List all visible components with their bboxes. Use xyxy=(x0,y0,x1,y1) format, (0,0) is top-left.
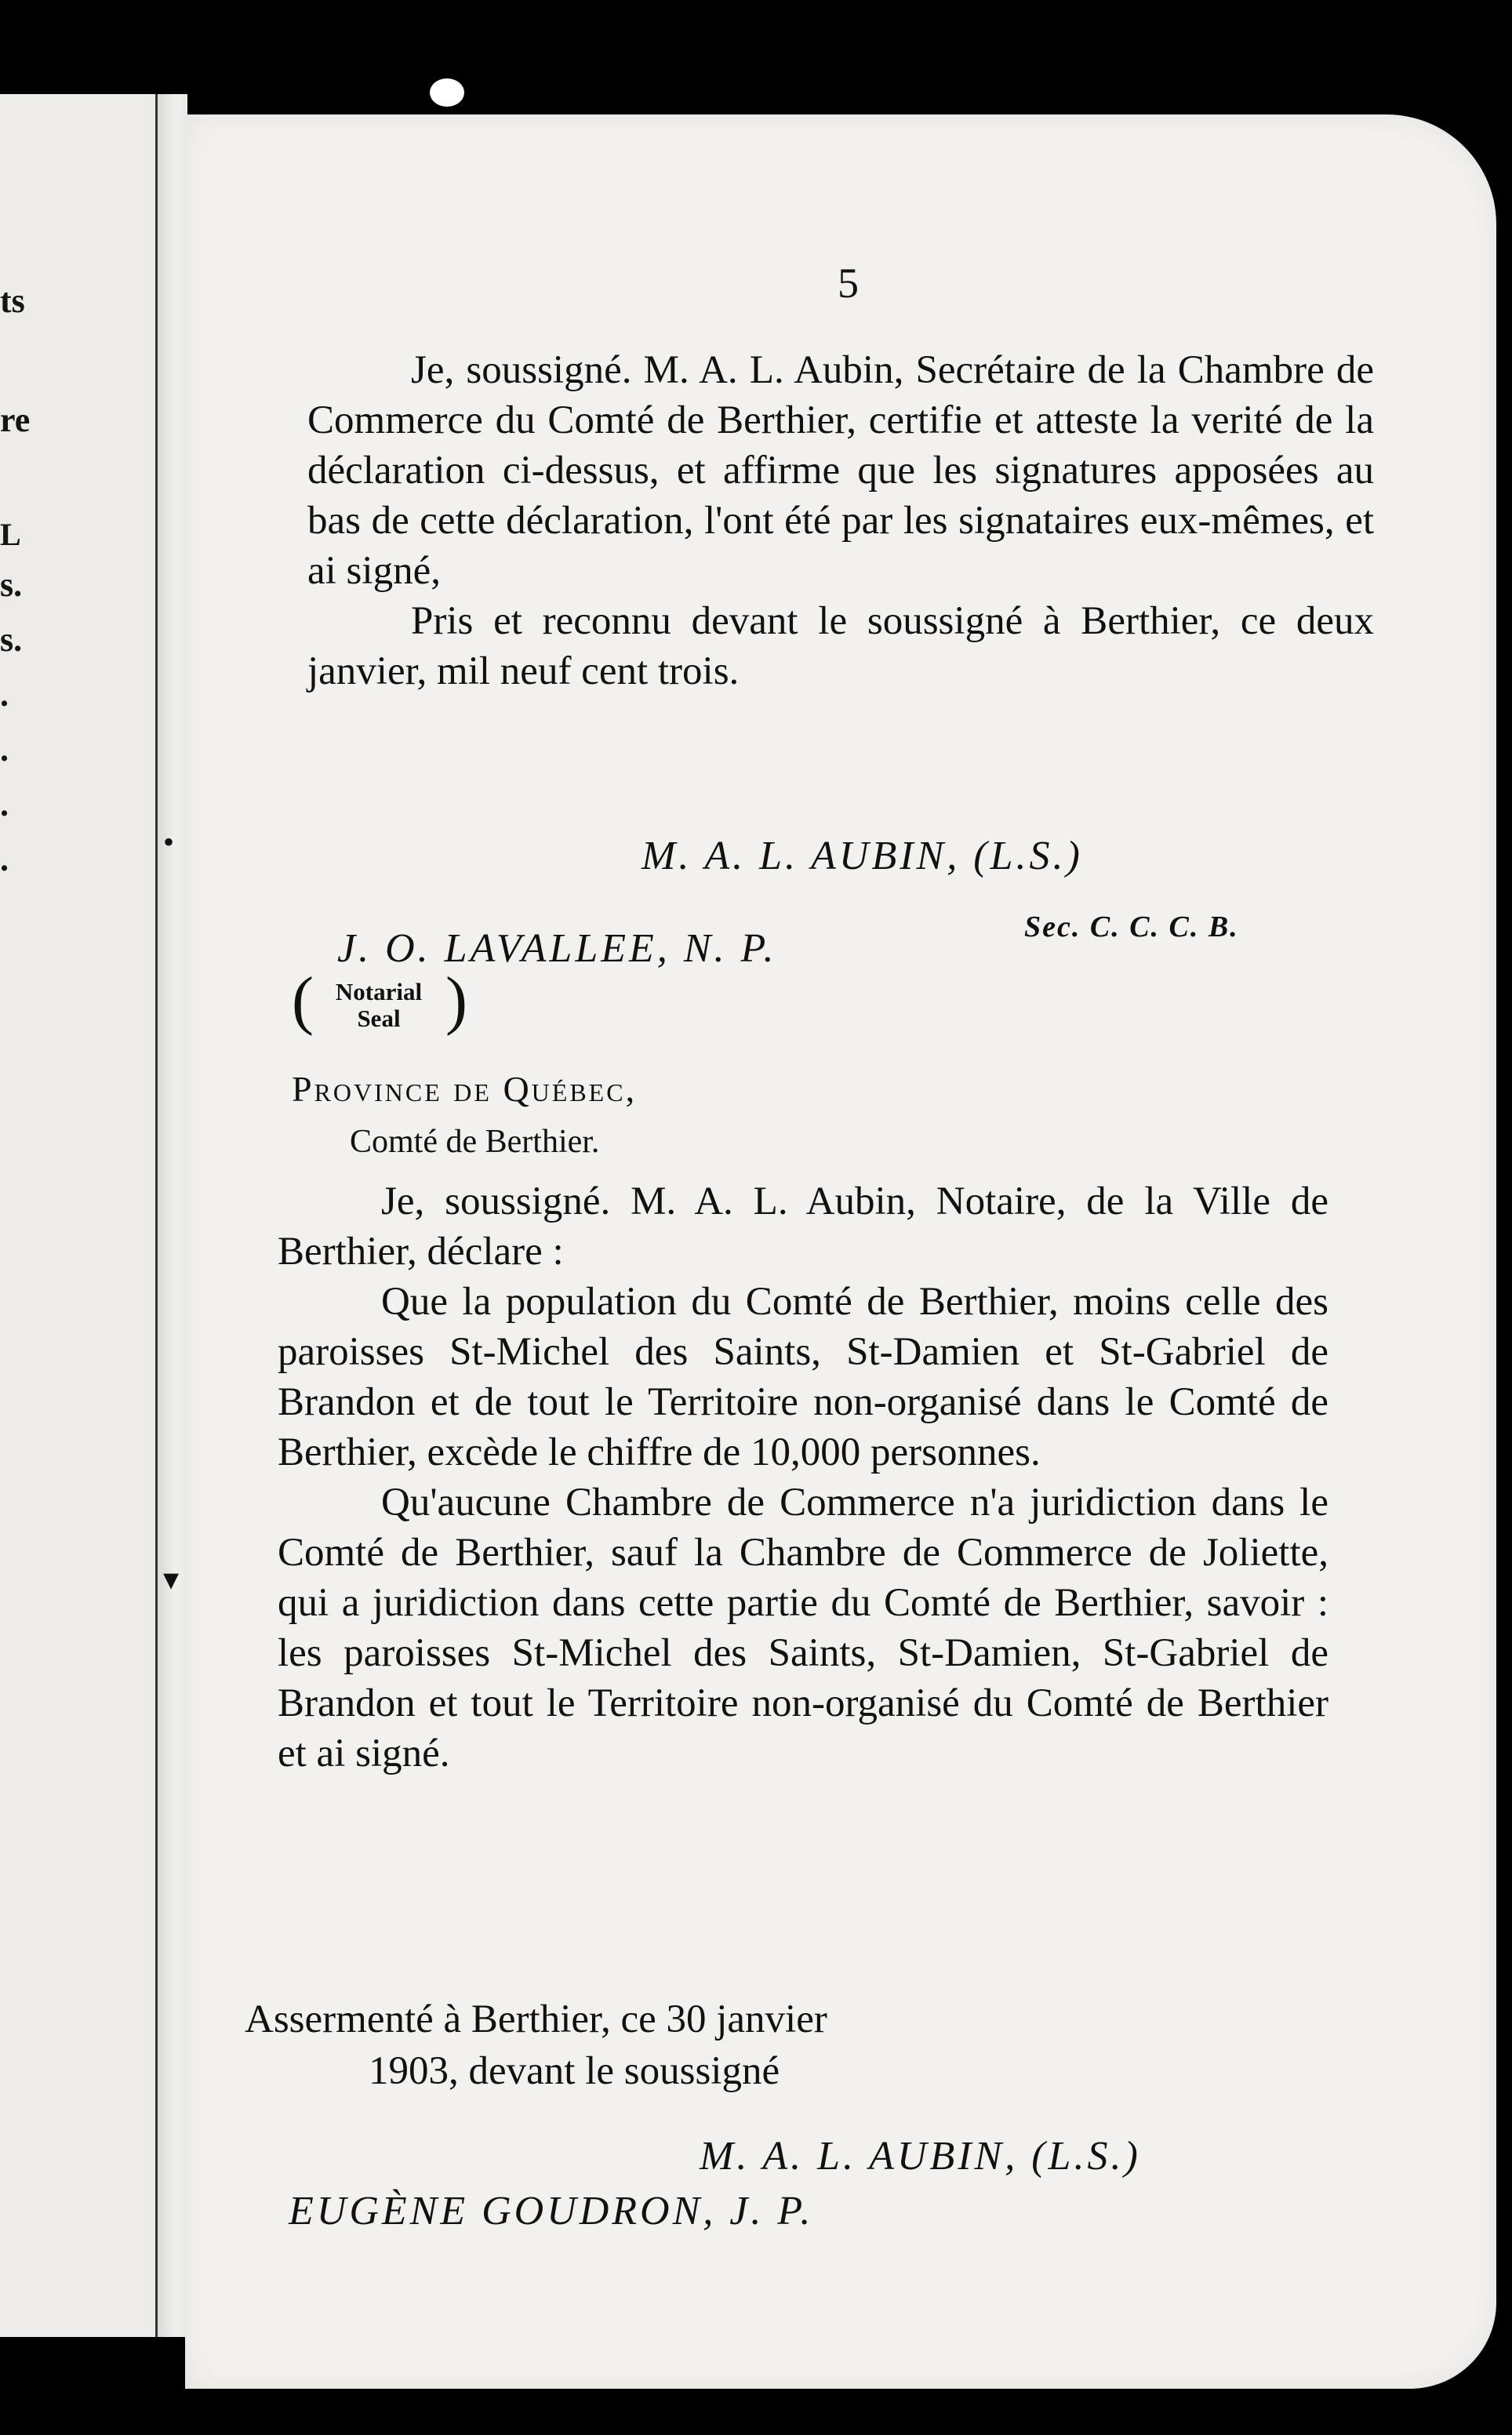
spine-mark: • xyxy=(163,824,175,860)
acknowledgement-paragraph: Pris et reconnu devant le soussigné à Berthier, ce deux janvier, mil neuf cent trois. xyxy=(307,599,1374,693)
left-fragment-text: s. xyxy=(0,565,23,604)
notarial-seal: ( Notarial Seal ) xyxy=(292,964,467,1037)
left-page-fragment xyxy=(0,94,157,2337)
left-fragment-text: . xyxy=(0,785,9,823)
left-fragment-text: L xyxy=(0,517,21,552)
county-heading: Comté de Berthier. xyxy=(350,1124,600,1160)
aubin-signature: M. A. L. AUBIN, (L.S.) xyxy=(642,834,1083,878)
sworn-line: 1903, devant le soussigné xyxy=(369,2049,780,2093)
secretary-title: Sec. C. C. C. B. xyxy=(1024,910,1239,943)
spine-mark: ▾ xyxy=(163,1561,180,1597)
declaration-block xyxy=(278,1176,1328,1779)
jurisdiction-paragraph: Qu'aucune Chambre de Commerce n'a juridiction dans le Comté de Berthier, sauf la Chambre de Commerce de Joliette, qui a juridiction dans cette partie du Comté de Berthier, savoir : les paroisses St-Michel des Saints, St-Damien, St-Gabriel de Brandon et tout le Territoire non-organisé du Comté de Berthier et ai signé. xyxy=(278,1481,1328,1775)
notary-signature: J. O. LAVALLEE, N. P. xyxy=(337,926,777,971)
declaration-paragraph: Je, soussigné. M. A. L. Aubin, Notaire, de la Ville de Berthier, déclare : xyxy=(278,1179,1328,1274)
province-heading: Province de Québec, xyxy=(292,1069,638,1109)
left-fragment-text: . xyxy=(0,675,9,714)
left-fragment-text: . xyxy=(0,840,9,878)
page-number: 5 xyxy=(838,260,859,307)
left-fragment-text: . xyxy=(0,730,9,769)
population-paragraph: Que la population du Comté de Berthier, moins celle des paroisses St-Michel des Saints, St-Damien et St-Gabriel de Brandon et de tout le Territoire non-organisé dans le Comté de Berthier, excède le chiffre de 10,000 personnes. xyxy=(278,1280,1328,1474)
paper-spot xyxy=(430,78,464,107)
justice-of-peace-signature: EUGÈNE GOUDRON, J. P. xyxy=(289,2189,814,2233)
certification-block xyxy=(307,345,1374,696)
seal-line: Notarial xyxy=(335,978,423,1005)
left-fragment-text: re xyxy=(0,401,31,439)
aubin-signature-second: M. A. L. AUBIN, (L.S.) xyxy=(700,2134,1141,2179)
sworn-line: Assermenté à Berthier, ce 30 janvier xyxy=(245,1997,827,2041)
left-fragment-text: s. xyxy=(0,620,23,659)
certification-paragraph: Je, soussigné. M. A. L. Aubin, Secrétaire de la Chambre de Commerce du Comté de Berthier, certifie et atteste la verité de la déclaration ci-dessus, et affirme que les signatures apposées au bas de cette déclaration, l'ont été par les signataires eux-mêmes, et ai signé, xyxy=(307,348,1374,593)
left-fragment-text: ts xyxy=(0,282,25,320)
seal-line: Seal xyxy=(357,1005,401,1032)
book-spine xyxy=(155,94,187,2337)
